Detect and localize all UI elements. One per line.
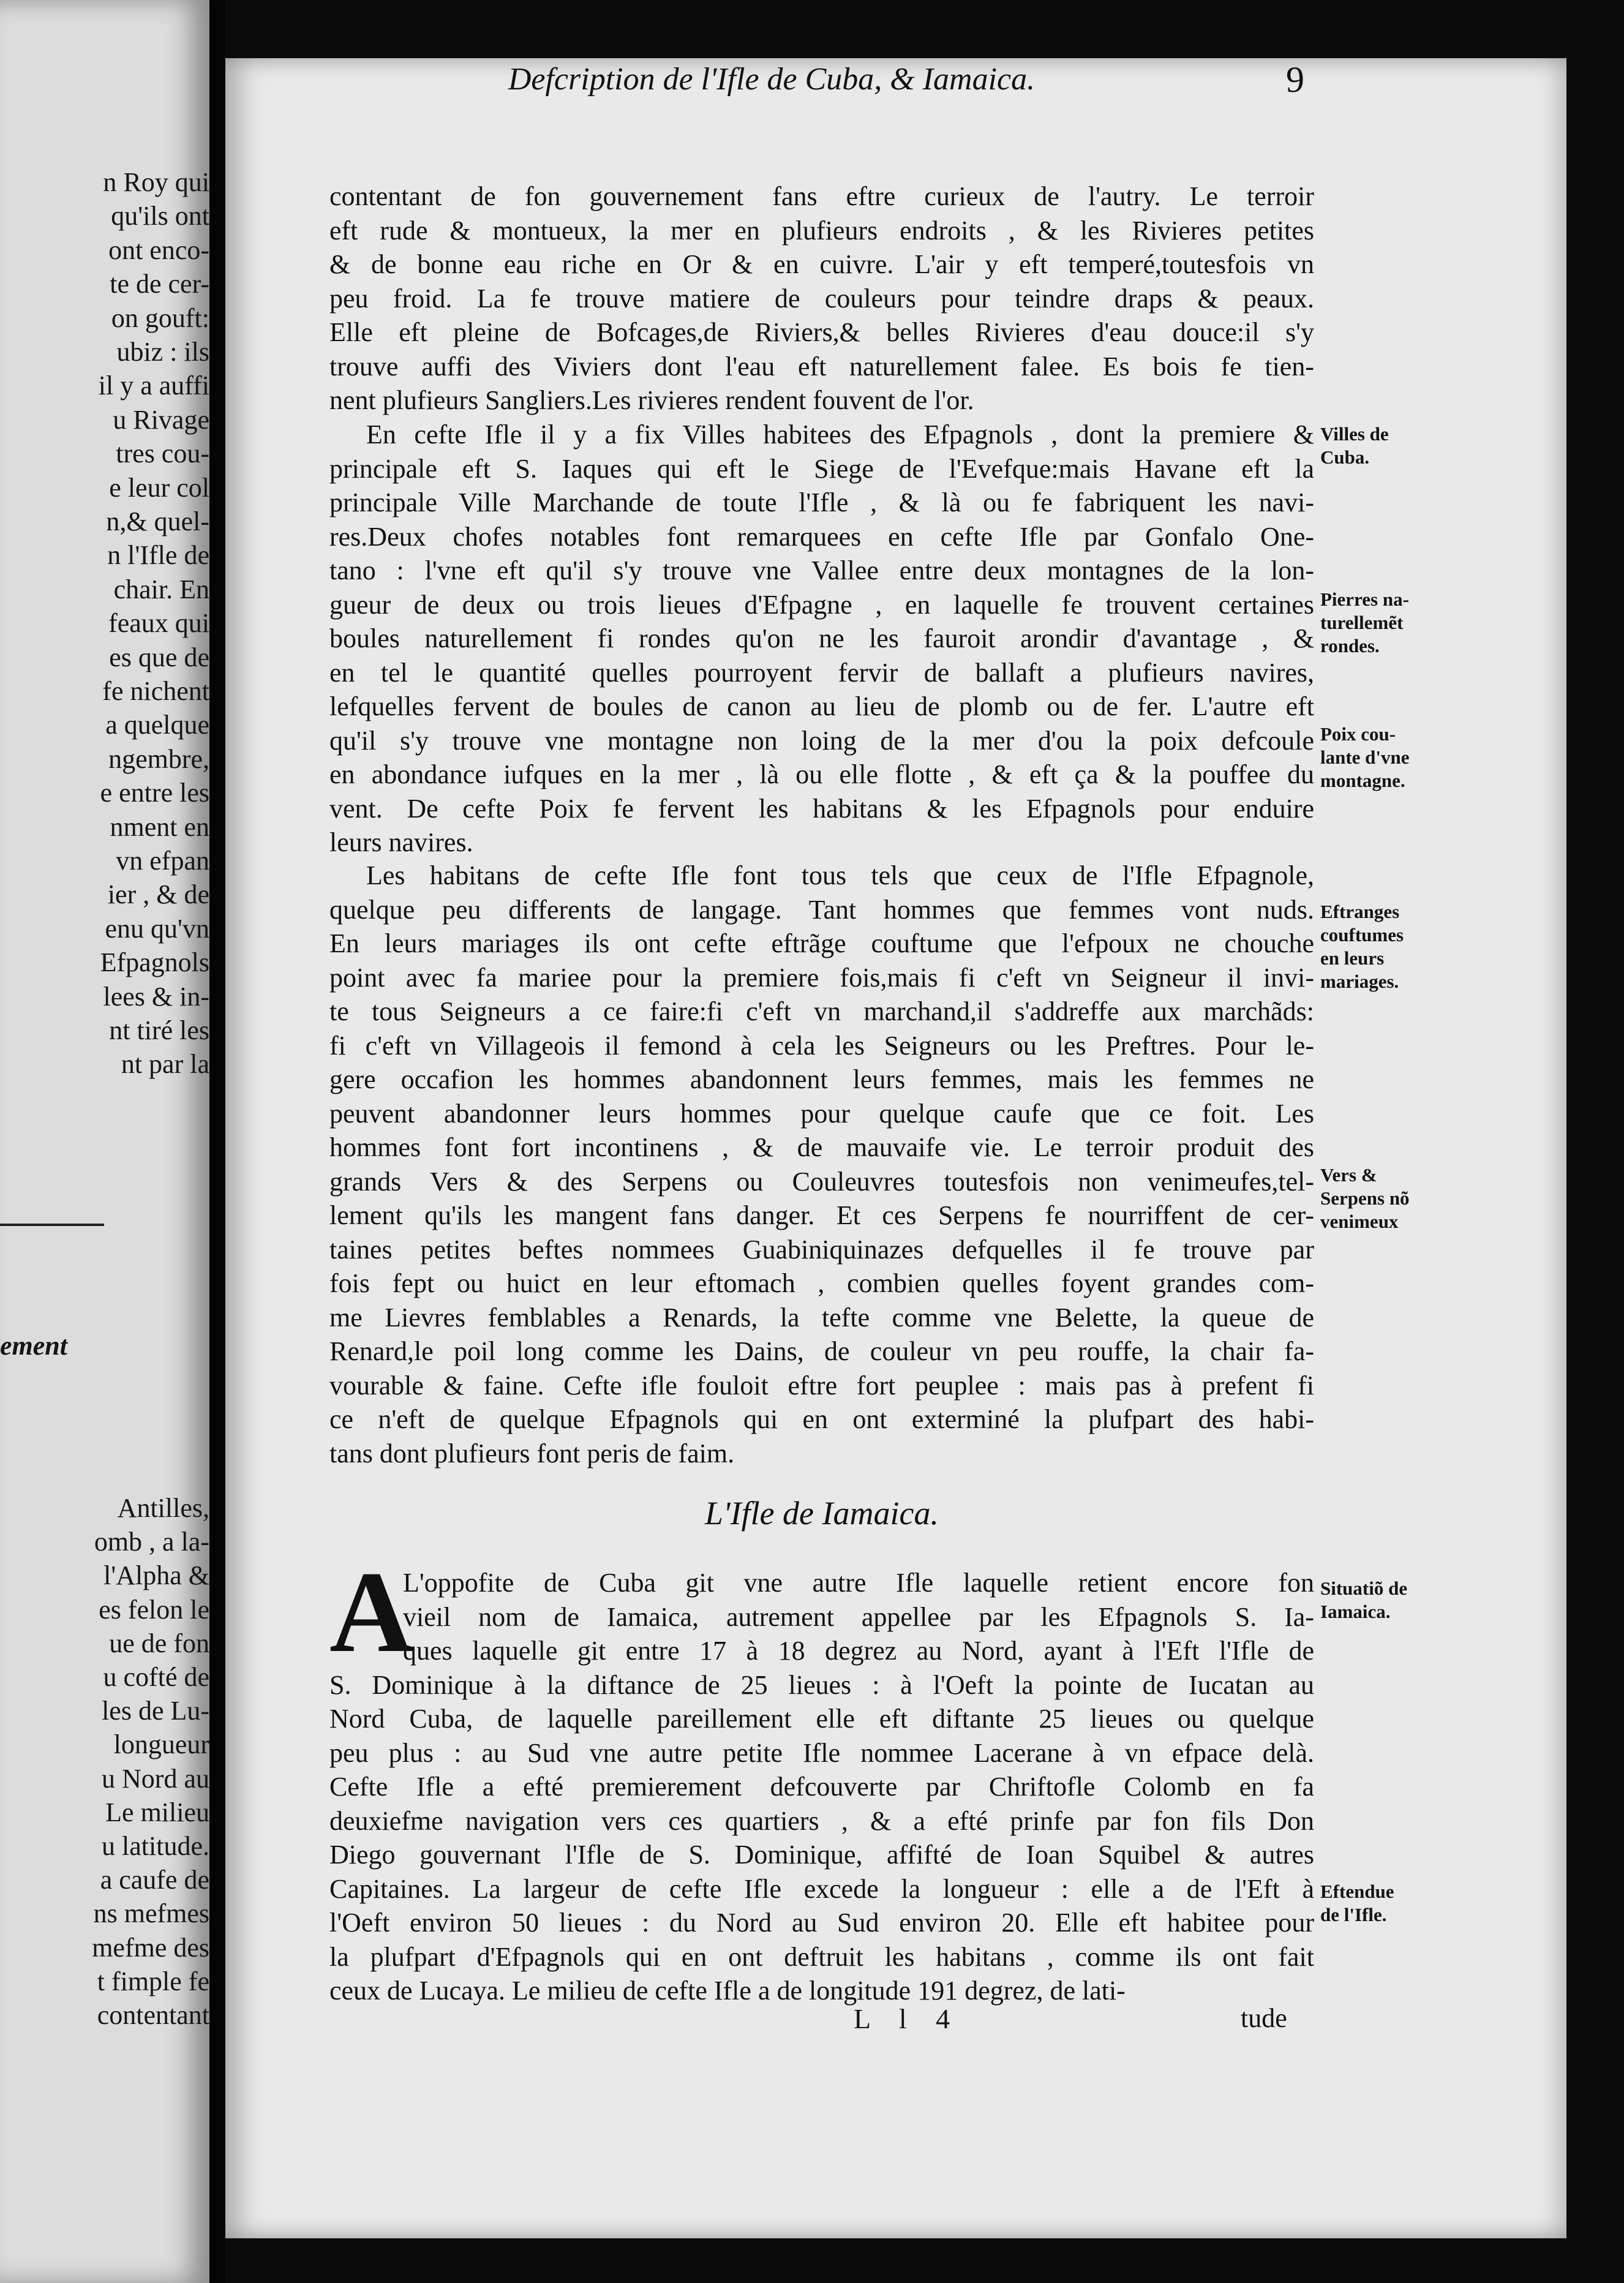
text-line: En cefte Ifle il y a fix Villes habitees des Efpagnols , dont la premiere &: [366, 419, 1314, 449]
left-page-fragment: fe nichent: [102, 676, 209, 706]
text-line: ce n'eft de quelque Efpagnols qui en ont exterminé la plufpart des habi-: [329, 1404, 1314, 1434]
page-number: 9: [1286, 59, 1304, 100]
left-page-fragment: contentant: [97, 2000, 209, 2030]
text-line: vieil nom de Iamaica, autrement appellee par les Efpagnols S. Ia-: [403, 1601, 1314, 1632]
margin-note-line: Serpens nõ: [1320, 1187, 1410, 1209]
section-title: L'Ifle de Iamaica.: [705, 1495, 939, 1532]
text-line: lefquelles fervent de boules de canon au lieu de plomb ou de fer. L'autre eft: [329, 691, 1314, 721]
left-page-fragment: il y a auffi: [98, 370, 209, 401]
signature-mark: L l 4: [854, 2003, 961, 2034]
margin-note-situation: [1320, 1577, 1412, 1623]
left-page-fragment: mefme des: [92, 1932, 209, 1963]
left-page-fragment: Efpagnols: [100, 947, 209, 978]
margin-note-line: de l'Ifle.: [1320, 1904, 1387, 1925]
margin-note-line: Eftendue: [1320, 1881, 1394, 1902]
text-line: en abondance iufques en la mer , là ou elle flotte , & eft ça & la pouffee du: [329, 759, 1314, 789]
left-page-fragment: e leur col: [109, 472, 209, 503]
left-page-fragment: tres cou-: [116, 438, 209, 469]
margin-note-line: couftumes: [1320, 924, 1404, 946]
text-line: gere occafion les hommes abandonnent leurs femmes, mais les femmes ne: [329, 1064, 1314, 1094]
catchword: tude: [1241, 2003, 1287, 2033]
left-page-fragment: les de Lu-: [102, 1696, 209, 1726]
left-page-fragment: t fimple fe: [97, 1966, 209, 1996]
left-page-fragment: u Rivage: [113, 404, 209, 435]
margin-note-coustumes: [1320, 900, 1412, 993]
text-line: tano : l'vne eft qu'il s'y trouve vne Vallee entre deux montagnes de la lon-: [329, 555, 1314, 585]
text-line: gueur de deux ou trois lieues d'Efpagne , en laquelle fe trouvent certaines: [329, 589, 1314, 620]
running-head: Defcription de l'Ifle de Cuba, & Iamaica.: [508, 62, 1036, 97]
text-line: Elle eft pleine de Bofcages,de Riviers,& belles Rivieres d'eau douce:il s'y: [329, 317, 1314, 347]
margin-note-pierres: [1320, 588, 1412, 658]
left-page-fragment: omb , a la-: [94, 1527, 209, 1557]
left-page-fragment: Antilles,: [117, 1493, 209, 1523]
text-line: leurs navires.: [329, 827, 473, 857]
text-line: Cefte Ifle a efté premierement defcouverte par Chriftofle Colomb en fa: [329, 1772, 1314, 1802]
text-line: la plufpart d'Efpagnols qui en ont deftruit les habitans , comme ils ont fait: [329, 1941, 1314, 1972]
margin-note-line: mariages.: [1320, 971, 1399, 992]
text-line: ques laquelle git entre 17 à 18 degrez au Nord, ayant à l'Eft l'Ifle de: [403, 1636, 1314, 1666]
margin-note-line: montagne.: [1320, 770, 1405, 791]
margin-note-line: Iamaica.: [1320, 1601, 1391, 1622]
left-page-fragment: lees & in-: [103, 981, 209, 1012]
left-page-fragment: ns mefmes: [93, 1898, 209, 1929]
left-page-fragment: on gouft:: [111, 303, 209, 333]
text-line: point avec fa mariee pour la premiere fois,mais fi c'eft vn Seigneur il invi-: [329, 962, 1314, 993]
left-page-fragment: nt par la: [121, 1049, 209, 1080]
margin-note-line: Situatiõ de: [1320, 1578, 1408, 1599]
text-line: En leurs mariages ils ont cefte eftrãge couftume que l'efpoux ne chouche: [329, 928, 1314, 958]
left-page-fragment: chair. En: [113, 574, 209, 604]
left-page-fragment: u Nord au: [102, 1763, 209, 1794]
margin-note-estendue: [1320, 1880, 1412, 1927]
left-page-rule: [0, 1224, 104, 1226]
text-line: vent. De cefte Poix fe fervent les habitans & les Efpagnols pour enduire: [329, 793, 1314, 824]
left-page-fragment: Le milieu: [105, 1797, 209, 1827]
margin-note-line: rondes.: [1320, 635, 1380, 656]
text-line: res.Deux chofes notables font remarquees en cefte Ifle par Gonfalo One-: [329, 521, 1314, 552]
text-line: quelque peu differents de langage. Tant hommes que femmes vont nuds.: [329, 894, 1314, 925]
left-page-fragment: n,& quel-: [106, 506, 209, 536]
text-line: nent plufieurs Sangliers.Les rivieres rendent fouvent de l'or.: [329, 385, 974, 415]
margin-note-line: Eftranges: [1320, 901, 1400, 922]
left-page-fragment: es felon le: [99, 1594, 209, 1625]
text-line: lement qu'ils les mangent fans danger. Et ces Serpens fe nourriffent de cer-: [329, 1200, 1314, 1230]
left-page-fragment: vn efpan: [116, 846, 209, 876]
text-line: me Lievres femblables a Renards, la tefte comme vne Belette, la queue de: [329, 1302, 1314, 1333]
text-line: eft rude & montueux, la mer en plufieurs endroits , & les Rivieres petites: [329, 215, 1314, 246]
margin-note-line: Poix cou-: [1320, 723, 1396, 745]
text-line: peu plus : au Sud vne autre petite Ifle nommee Lacerane à vn efpace delà.: [329, 1737, 1314, 1768]
left-page-fragment: longueur: [113, 1729, 209, 1760]
left-page-fragment: l'Alpha &: [103, 1560, 209, 1591]
text-line: principale Ville Marchande de toute l'Ifle , & là ou fe fabriquent les navi-: [329, 487, 1314, 517]
left-page-fragment: nment en: [110, 811, 209, 842]
text-line: Nord Cuba, de laquelle pareillement elle eft diftante 25 lieues ou quelque: [329, 1704, 1314, 1734]
text-line: grands Vers & des Serpens ou Couleuvres toutesfois non venimeufes,tel-: [329, 1166, 1314, 1197]
left-page-fragment: ngembre,: [108, 743, 209, 774]
margin-note-vers: [1320, 1164, 1412, 1233]
text-line: peu froid. La fe trouve matiere de couleurs pour teindre draps & peaux.: [329, 283, 1314, 314]
text-line: Diego gouvernant l'Ifle de S. Dominique, affifté de Ioan Squibel & autres: [329, 1840, 1314, 1870]
drop-cap: A: [329, 1548, 414, 1677]
left-page-fragment: nt tiré les: [109, 1015, 209, 1045]
margin-note-line: lante d'vne: [1320, 747, 1410, 768]
text-line: tans dont plufieurs font peris de faim.: [329, 1438, 735, 1469]
left-page-fragment: a caufe de: [100, 1865, 209, 1895]
text-line: S. Dominique à la diftance de 25 lieues : à l'Oeft la pointe de Iucatan au: [329, 1669, 1314, 1700]
margin-note-villes: [1320, 423, 1412, 469]
margin-note-line: Pierres na-: [1320, 589, 1409, 610]
left-page-fragment: e entre les: [100, 778, 209, 808]
text-line: Renard,le poil long comme les Dains, de couleur vn peu rouffe, la chair fa-: [329, 1336, 1314, 1366]
left-page-fragment: ubiz : ils: [116, 337, 209, 367]
text-line: Capitaines. La largeur de cefte Ifle excede la longueur : elle a de l'Eft à: [329, 1873, 1314, 1904]
text-line: te tous Seigneurs a ce faire:fi c'eft vn marchand,il s'addreffe aux marchãds:: [329, 996, 1314, 1026]
margin-note-line: turellemẽt: [1320, 612, 1404, 633]
text-line: taines petites beftes nommees Guabiniquinazes defquelles il fe trouve par: [329, 1234, 1314, 1265]
margin-note-poix: [1320, 723, 1412, 792]
text-line: en tel le quantité quelles pourroyent fervir de ballaft a plufieurs navires,: [329, 657, 1314, 688]
text-line: fi c'eft vn Villageois il femond à cela les Seigneurs ou les Preftres. Pour le-: [329, 1030, 1314, 1061]
left-page-fragment: ier , & de: [107, 879, 209, 910]
left-page-fragment: feaux qui: [108, 608, 209, 639]
margin-note-line: Vers &: [1320, 1164, 1377, 1186]
left-page-fragment: ue de fon: [109, 1628, 209, 1658]
text-line: l'Oeft environ 50 lieues : du Nord au Sud environ 20. Elle eft habitee pour: [329, 1908, 1314, 1938]
text-line: contentant de fon gouvernement fans eftre curieux de l'autry. Le terroir: [329, 181, 1314, 211]
margin-note-line: Villes de: [1320, 423, 1389, 445]
margin-note-line: en leurs: [1320, 947, 1385, 969]
left-page-fragment: ont enco-: [108, 235, 209, 265]
text-line: trouve auffi des Viviers dont l'eau eft naturellement falee. Es bois fe tien-: [329, 351, 1314, 382]
left-page-fragment: u latitude.: [102, 1831, 209, 1861]
left-page-fragment: a quelque: [105, 710, 209, 740]
left-page-fragment: n Roy qui: [103, 167, 209, 197]
text-line: L'oppofite de Cuba git vne autre Ifle laquelle retient encore fon: [403, 1568, 1314, 1598]
text-line: principale eft S. Iaques qui eft le Siege de l'Evefque:mais Havane eft la: [329, 453, 1314, 484]
text-line: qu'il s'y trouve vne montagne non loing de la mer d'ou la poix defcoule: [329, 725, 1314, 756]
text-line: fois fept ou huict en leur eftomach , combien quelles foyent grandes com-: [329, 1268, 1314, 1298]
text-line: boules naturellement fi rondes qu'on ne les fauroit arondir d'avantage , &: [329, 623, 1314, 653]
left-page-fragment: qu'ils ont: [111, 201, 209, 231]
left-page-edge: [0, 0, 209, 2283]
left-page-fragment: enu qu'vn: [105, 913, 209, 944]
text-line: vourable & faine. Cefte ifle fouloit eftre fort peuplee : mais pas à prefent fi: [329, 1370, 1314, 1401]
text-line: deuxiefme navigation vers ces quartiers , & a efté prinfe par fon fils Don: [329, 1805, 1314, 1836]
left-page-fragment: te de cer-: [110, 269, 209, 299]
left-page-fragment: es que de: [109, 642, 209, 672]
margin-note-line: venimeux: [1320, 1211, 1399, 1232]
page-right-edge: [1566, 0, 1624, 2283]
left-page-heading-fragment: ement: [0, 1331, 67, 1361]
margin-note-line: Cuba.: [1320, 446, 1370, 468]
text-line: & de bonne eau riche en Or & en cuivre. L'air y eft temperé,toutesfois vn: [329, 249, 1314, 279]
text-line: hommes font fort incontinens , & de mauvaife vie. Le terroir produit des: [329, 1132, 1314, 1162]
text-line: peuvent abandonner leurs hommes pour quelque caufe que ce foit. Les: [329, 1098, 1314, 1129]
left-page-fragment: u cofté de: [103, 1662, 209, 1692]
text-line: Les habitans de cefte Ifle font tous tels que ceux de l'Ifle Efpagnole,: [366, 860, 1314, 890]
book-gutter: [209, 0, 225, 2283]
text-line: ceux de Lucaya. Le milieu de cefte Ifle a de longitude 191 degrez, de lati-: [329, 1976, 1126, 2006]
left-page-fragment: n l'Ifle de: [107, 540, 209, 571]
